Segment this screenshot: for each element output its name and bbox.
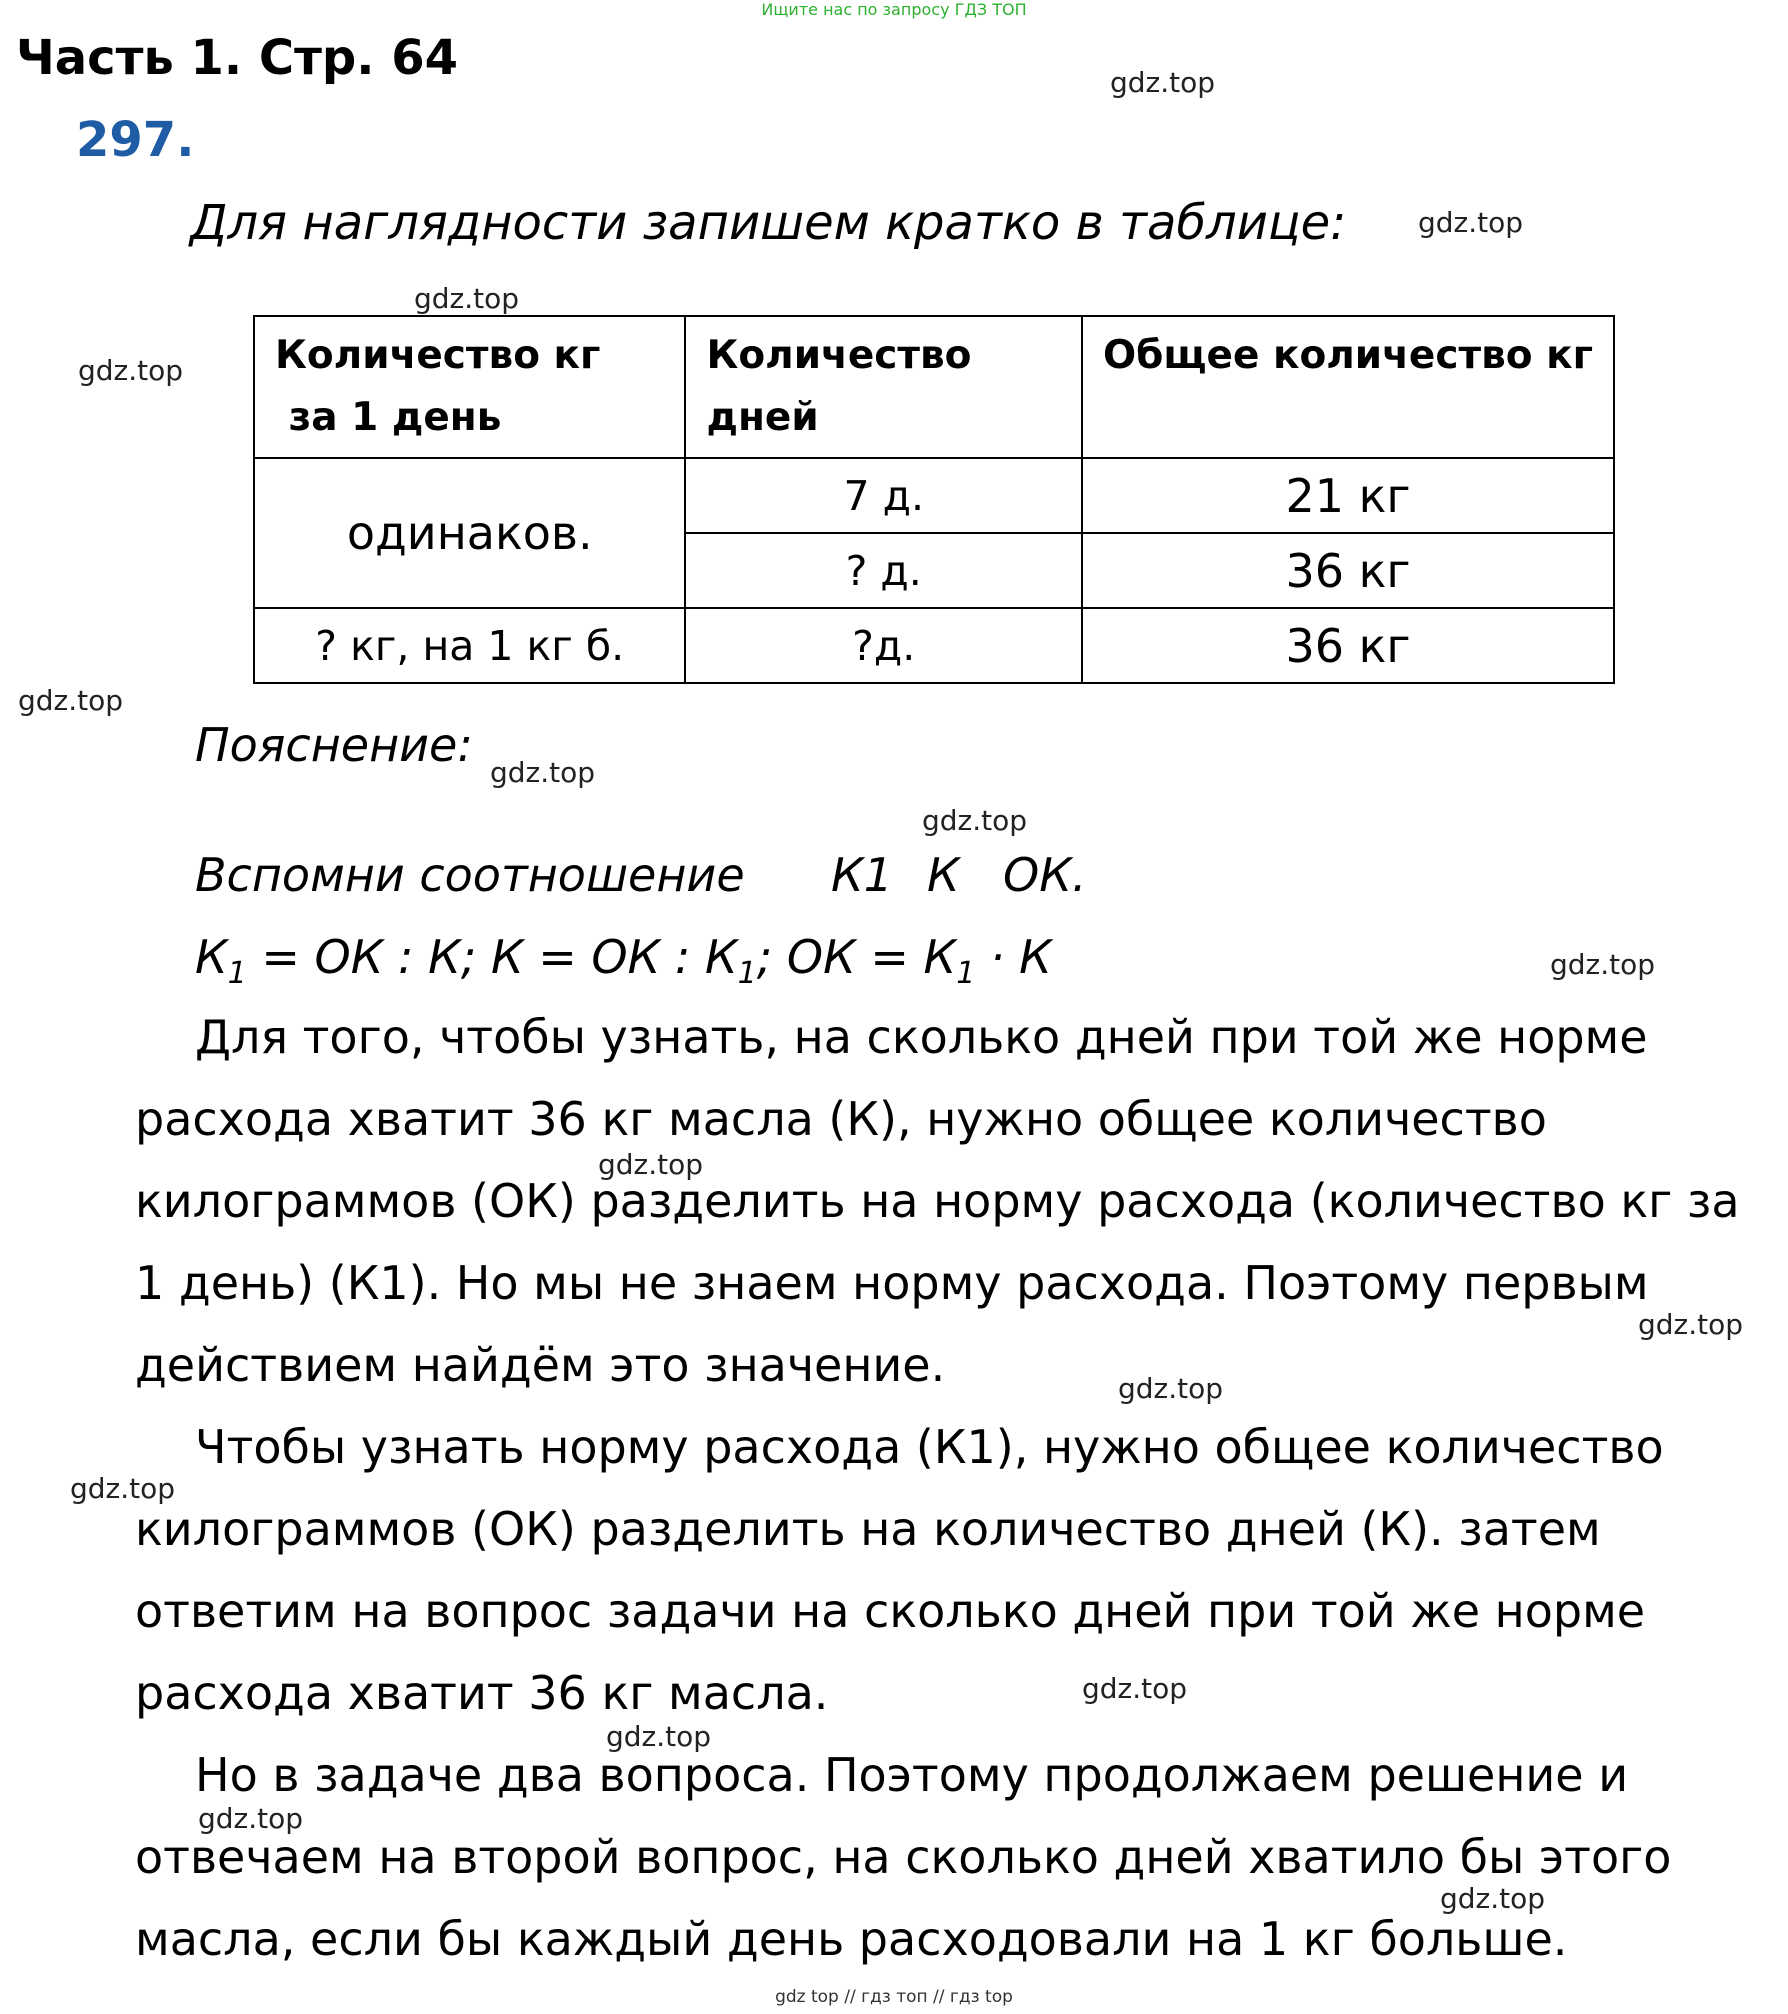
recall-k1: К1 (831, 848, 893, 902)
watermark: gdz.top (1550, 948, 1656, 981)
paragraph-line: килограммов (ОК) разделить на количество дней (К). затем (135, 1502, 1601, 1556)
cell-total: 21 кг (1082, 458, 1614, 533)
recall-ok: ОК. (1003, 848, 1087, 902)
watermark: gdz.top (78, 354, 184, 387)
table-row (254, 458, 1614, 533)
cell-days: ?д. (685, 608, 1082, 683)
paragraph-line: ответим на вопрос задачи на сколько дней при той же норме (135, 1584, 1646, 1638)
watermark: gdz.top (414, 282, 520, 315)
top-banner: Ищите нас по запросу ГДЗ ТОП (761, 0, 1027, 19)
paragraph-line: расхода хватит 36 кг масла. (135, 1666, 829, 1720)
paragraph-line: отвечаем на второй вопрос, на сколько дней хватило бы этого (135, 1830, 1672, 1884)
table-row (254, 608, 1614, 683)
paragraph-line: килограммов (ОК) разделить на норму расхода (количество кг за (135, 1174, 1740, 1228)
paragraph-line: Для того, чтобы узнать, на сколько дней при той же норме (195, 1010, 1648, 1064)
watermark: gdz.top (1418, 206, 1524, 239)
cell-total: 36 кг (1082, 533, 1614, 608)
paragraph-line: действием найдём это значение. (135, 1338, 946, 1392)
recall-k: К (927, 848, 960, 902)
watermark: gdz.top (1118, 1372, 1224, 1405)
intro-text: Для наглядности запишем кратко в таблице: (190, 195, 1347, 251)
cell-total: 36 кг (1082, 608, 1614, 683)
task-number: 297. (76, 112, 195, 168)
cell-days: ? д. (685, 533, 1082, 608)
watermark: gdz.top (1440, 1882, 1546, 1915)
watermark: gdz.top (1110, 66, 1216, 99)
cell-kg-per-day: одинаков. (254, 458, 685, 608)
table-header-row (254, 316, 1614, 458)
watermark: gdz.top (70, 1472, 176, 1505)
formula-line: $К_1$ = ОК : К; К = ОК : $К_1$; ОК = $К_1 \cdot К$ (195, 930, 1052, 992)
watermark: gdz.top (198, 1802, 304, 1835)
watermark: gdz.top (1082, 1672, 1188, 1705)
watermark: gdz.top (598, 1148, 704, 1181)
watermark: gdz.top (490, 756, 596, 789)
paragraph-line: 1 день) (К1). Но мы не знаем норму расхода. Поэтому первым (135, 1256, 1649, 1310)
recall-text: Вспомни соотношение (195, 848, 745, 902)
header-kg-per-day: Количество кг за 1 день (254, 316, 685, 458)
paragraph-line: расхода хватит 36 кг масла (К), нужно общее количество (135, 1092, 1547, 1146)
watermark: gdz.top (18, 684, 124, 717)
paragraph-line: Чтобы узнать норму расхода (К1), нужно общее количество (195, 1420, 1664, 1474)
watermark: gdz.top (922, 804, 1028, 837)
watermark: gdz.top (606, 1720, 712, 1753)
bottom-watermark: gdz top // гдз топ // гдз top (775, 1987, 1013, 2007)
explanation-heading: Пояснение: (195, 718, 473, 772)
paragraph-line: Но в задаче два вопроса. Поэтому продолжаем решение и (195, 1748, 1629, 1802)
summary-table (253, 315, 1615, 684)
header-total: Общее количество кг (1082, 316, 1614, 458)
paragraph-line: масла, если бы каждый день расходовали на 1 кг больше. (135, 1912, 1568, 1966)
header-days: Количество дней (685, 316, 1082, 458)
watermark: gdz.top (1638, 1308, 1744, 1341)
part-title: Часть 1. Стр. 64 (16, 30, 459, 86)
cell-kg-per-day: ? кг, на 1 кг б. (254, 608, 685, 683)
cell-days: 7 д. (685, 458, 1082, 533)
